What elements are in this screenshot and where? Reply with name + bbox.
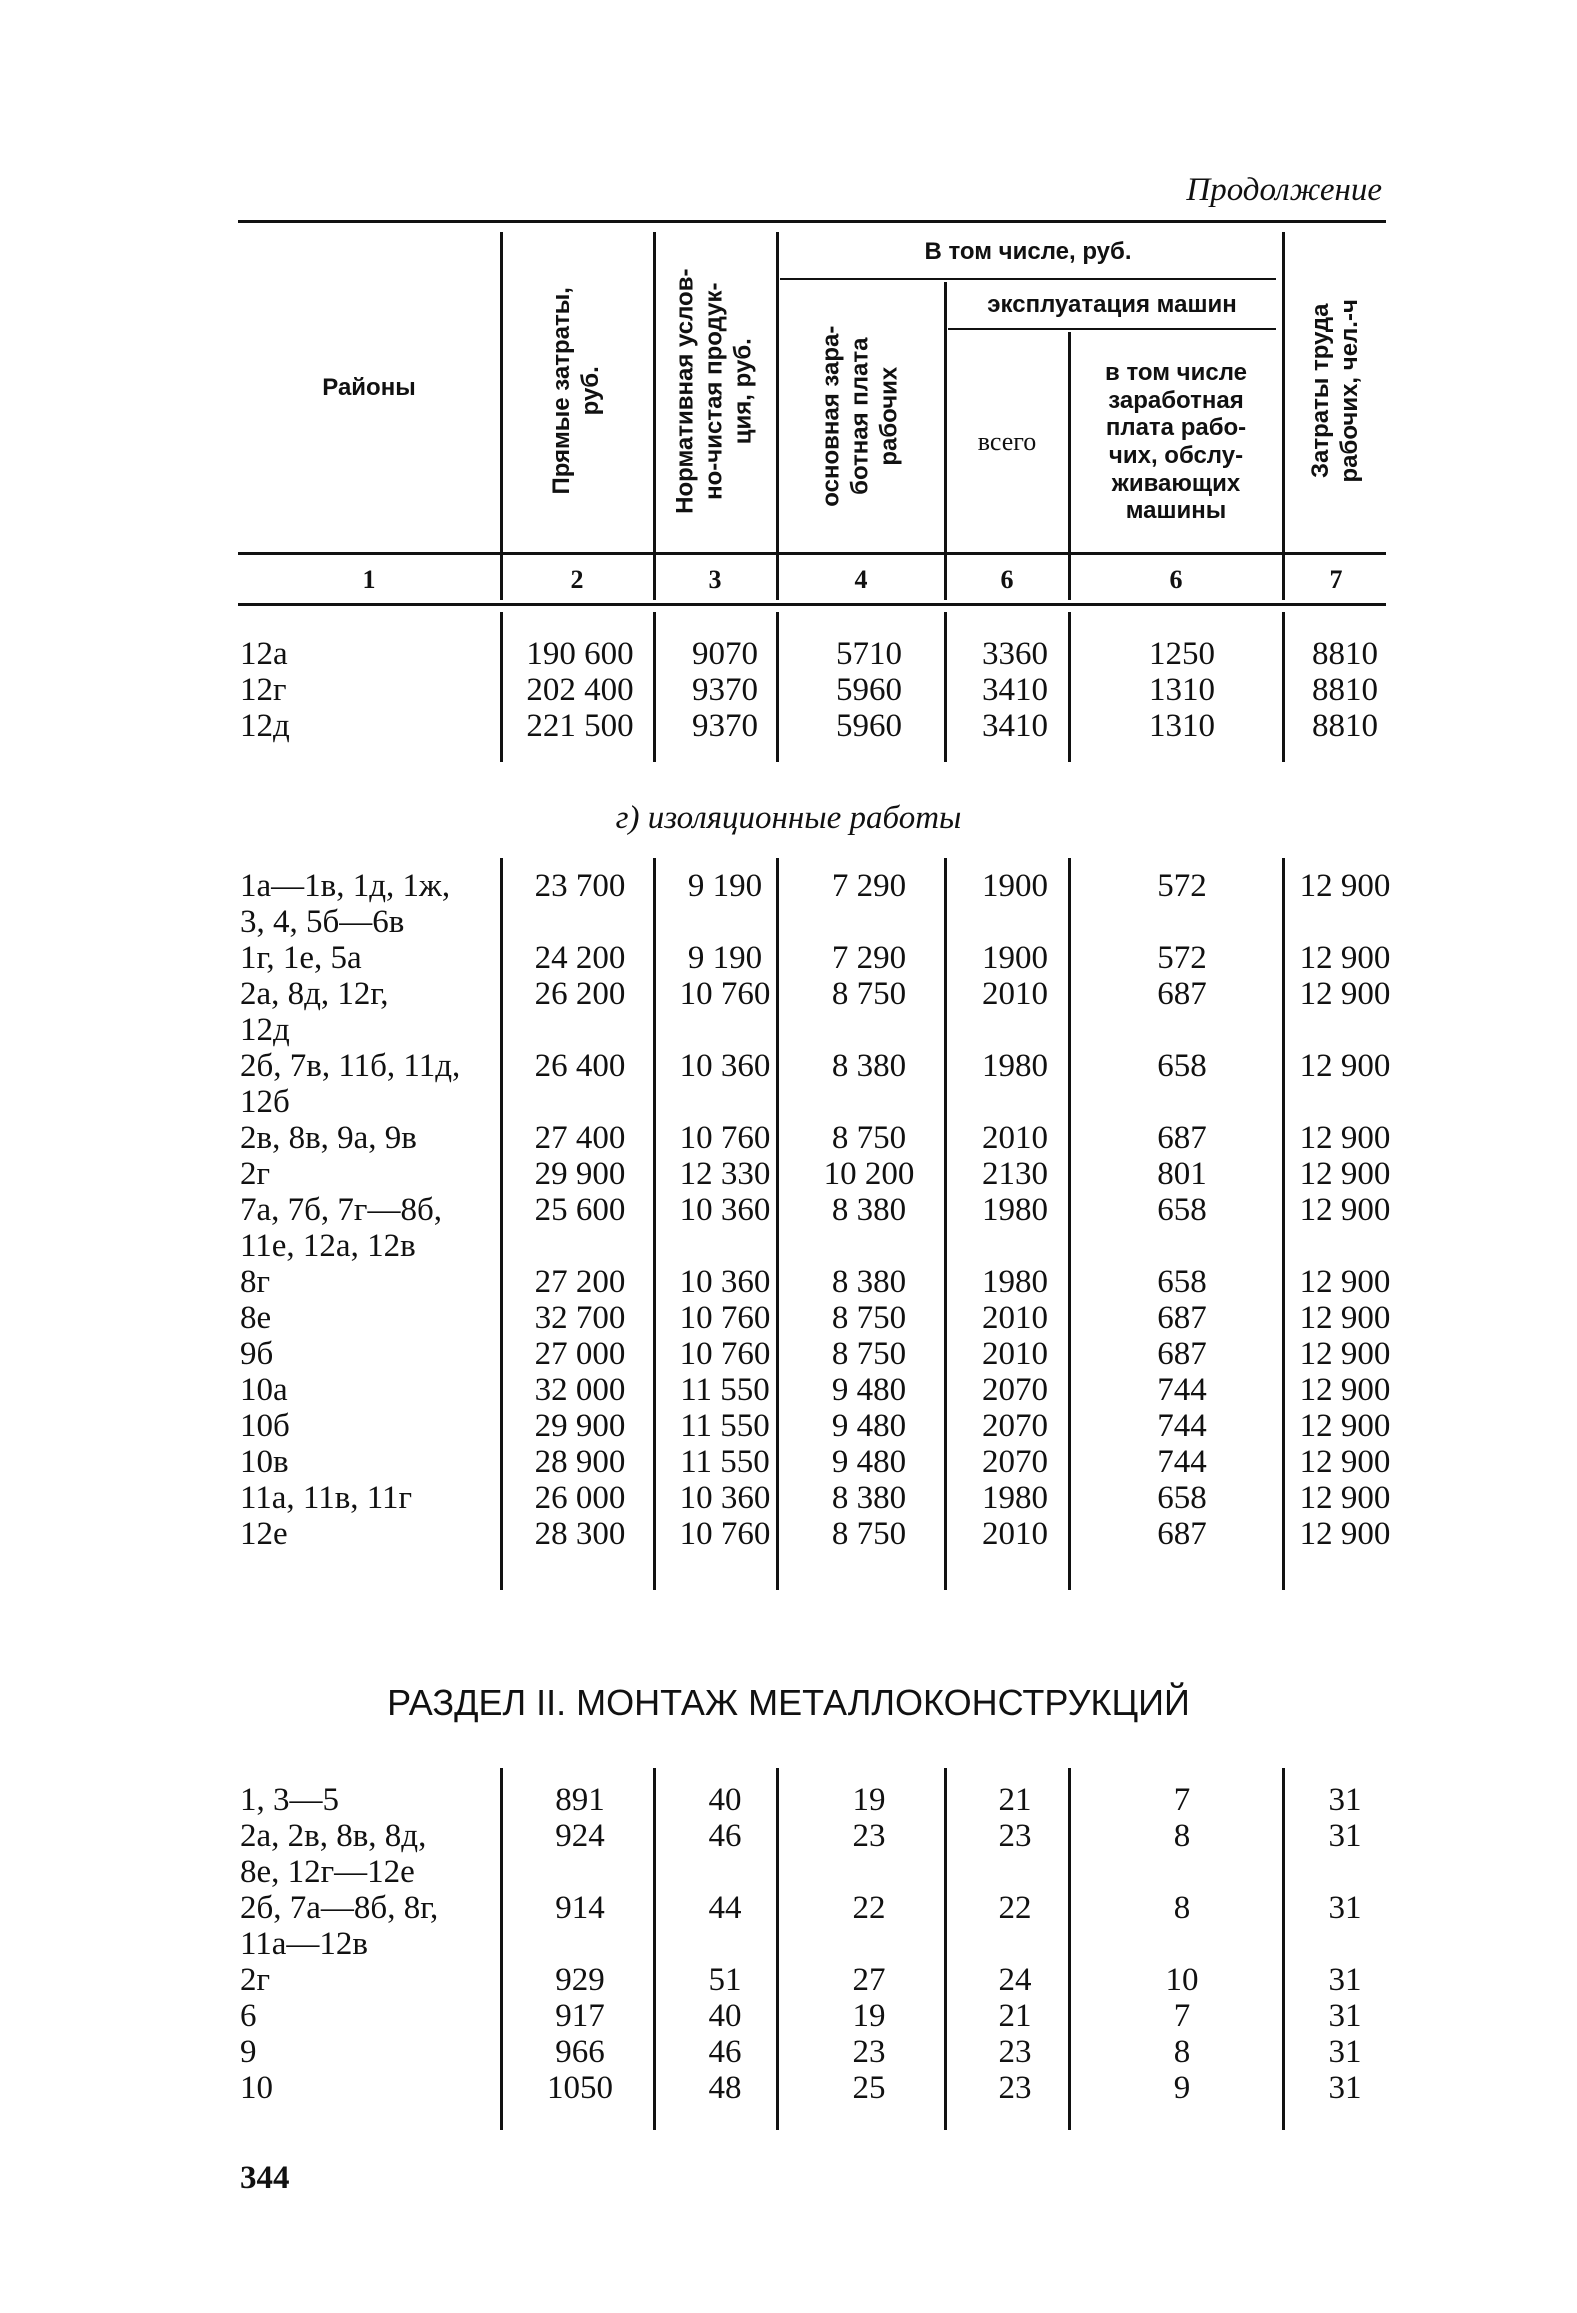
- body-divider: [1282, 858, 1285, 1590]
- district-cell: 10в: [240, 1444, 289, 1480]
- machine-total-cell: 21: [998, 1782, 1032, 1818]
- direct-costs-cell: 202 400: [526, 672, 634, 708]
- direct-costs-cell: 966: [555, 2034, 605, 2070]
- machine-total-cell: 23: [998, 2070, 1032, 2106]
- machine-wage-cell: 687: [1157, 976, 1207, 1012]
- direct-costs-cell: 924: [555, 1818, 605, 1854]
- district-cell: 1, 3—5: [240, 1782, 339, 1818]
- base-wage-cell: 8 380: [831, 1480, 907, 1516]
- machine-wage-cell: 687: [1157, 1300, 1207, 1336]
- labor-costs-cell: 12 900: [1299, 1444, 1391, 1480]
- direct-costs-cell: 221 500: [526, 708, 634, 744]
- column-number: 6: [1169, 565, 1183, 594]
- base-wage-label: основная зара- ботная плата рабочих: [817, 325, 903, 507]
- direct-costs-cell: 1050: [547, 2070, 613, 2106]
- labor-costs-cell: 12 900: [1299, 1120, 1391, 1156]
- normative-net-cell: 40: [708, 1782, 742, 1818]
- district-cell: 6: [240, 1998, 257, 2034]
- labor-costs-cell: 31: [1328, 1818, 1362, 1854]
- normative-net-cell: 11 550: [680, 1444, 770, 1480]
- direct-costs-cell: 26 000: [534, 1480, 626, 1516]
- labor-costs-cell: 12 900: [1299, 1336, 1391, 1372]
- header-divider: [944, 282, 947, 600]
- labor-costs-cell: 8810: [1312, 672, 1378, 708]
- header-bottom-rule: [238, 552, 1386, 555]
- district-cell: 2г: [240, 1962, 271, 1998]
- machine-total-cell: 1980: [982, 1480, 1048, 1516]
- labor-costs-cell: 8810: [1312, 708, 1378, 744]
- normative-net-cell: 9 190: [687, 868, 763, 904]
- direct-costs-cell: 891: [555, 1782, 605, 1818]
- direct-costs-cell: 29 900: [534, 1156, 626, 1192]
- machine-wage-cell: 687: [1157, 1516, 1207, 1552]
- machine-total-cell: 1980: [982, 1264, 1048, 1300]
- base-wage-cell: 25: [852, 2070, 886, 2106]
- labor-costs-cell: 12 900: [1299, 940, 1391, 976]
- base-wage-cell: 9 480: [831, 1444, 907, 1480]
- district-cell: 11а, 11в, 11г: [240, 1480, 413, 1516]
- base-wage-cell: 22: [852, 1890, 886, 1926]
- normative-net-cell: 9 190: [687, 940, 763, 976]
- normative-net-cell: 10 760: [679, 1516, 771, 1552]
- district-cell: 12а: [240, 636, 288, 672]
- normative-net-cell: 12 330: [679, 1156, 771, 1192]
- column-number: 7: [1329, 565, 1343, 594]
- labor-costs-cell: 12 900: [1299, 1408, 1391, 1444]
- base-wage-cell: 9 480: [831, 1372, 907, 1408]
- labor-costs-cell: 12 900: [1299, 976, 1391, 1012]
- district-cell: 1г, 1е, 5а: [240, 940, 362, 976]
- machine-wage-cell: 572: [1157, 868, 1207, 904]
- machine-total-cell: 2070: [982, 1408, 1048, 1444]
- machine-wage-cell: 1310: [1149, 708, 1215, 744]
- machine-total-cell: 3410: [982, 708, 1048, 744]
- machine-wage-cell: 7: [1173, 1998, 1191, 2034]
- district-cell: 12г: [240, 672, 287, 708]
- including-rule: [780, 278, 1276, 280]
- direct-costs-cell: 914: [555, 1890, 605, 1926]
- base-wage-header: [780, 282, 942, 550]
- machine-wage-cell: 8: [1173, 1818, 1191, 1854]
- machine-wage-cell: 1310: [1149, 672, 1215, 708]
- total-header: всего: [977, 427, 1037, 457]
- normative-net-cell: 10 360: [679, 1480, 771, 1516]
- labor-costs-cell: 8810: [1312, 636, 1378, 672]
- machine-operation-header: эксплуатация машин: [987, 291, 1237, 319]
- machine-total-cell: 2010: [982, 976, 1048, 1012]
- machine-wage-cell: 572: [1157, 940, 1207, 976]
- labor-costs-cell: 12 900: [1299, 1048, 1391, 1084]
- district-cell: 2б, 7в, 11б, 11д, 12б: [240, 1048, 461, 1120]
- base-wage-cell: 5960: [836, 708, 902, 744]
- page-number: 344: [240, 2160, 290, 2196]
- machine-wage-cell: 1250: [1149, 636, 1215, 672]
- base-wage-cell: 23: [852, 1818, 886, 1854]
- district-cell: 12д: [240, 708, 290, 744]
- district-cell: 2б, 7а—8б, 8г, 11а—12в: [240, 1890, 439, 1962]
- district-cell: 2г: [240, 1156, 271, 1192]
- header-divider: [776, 232, 779, 600]
- machine-total-cell: 2010: [982, 1516, 1048, 1552]
- normative-net-cell: 9070: [692, 636, 758, 672]
- machine-wage-cell: 801: [1157, 1156, 1207, 1192]
- labor-costs-cell: 31: [1328, 1890, 1362, 1926]
- machine-wage-cell: 687: [1157, 1120, 1207, 1156]
- column-number: 4: [854, 565, 868, 594]
- machine-total-cell: 2070: [982, 1444, 1048, 1480]
- colnum-bottom-rule: [238, 603, 1386, 606]
- direct-costs-cell: 24 200: [534, 940, 626, 976]
- district-cell: 2в, 8в, 9а, 9в: [240, 1120, 417, 1156]
- header-divider: [1068, 332, 1071, 600]
- normative-net-cell: 44: [708, 1890, 742, 1926]
- labor-costs-cell: 31: [1328, 1998, 1362, 2034]
- base-wage-cell: 19: [852, 1782, 886, 1818]
- machine-total-cell: 2070: [982, 1372, 1048, 1408]
- machine-total-cell: 2010: [982, 1120, 1048, 1156]
- district-cell: 12е: [240, 1516, 288, 1552]
- machine-wage-cell: 7: [1173, 1782, 1191, 1818]
- machine-total-cell: 21: [998, 1998, 1032, 2034]
- district-cell: 10а: [240, 1372, 288, 1408]
- labor-costs-cell: 12 900: [1299, 1480, 1391, 1516]
- labor-costs-cell: 12 900: [1299, 1264, 1391, 1300]
- direct-costs-cell: 28 900: [534, 1444, 626, 1480]
- section-title: РАЗДЕЛ II. МОНТАЖ МЕТАЛЛОКОНСТРУКЦИЙ: [387, 1682, 1190, 1723]
- header-divider: [500, 232, 503, 600]
- base-wage-cell: 23: [852, 2034, 886, 2070]
- labor-costs-cell: 12 900: [1299, 1192, 1391, 1228]
- base-wage-cell: 7 290: [831, 940, 907, 976]
- direct-costs-cell: 929: [555, 1962, 605, 1998]
- labor-costs-cell: 31: [1328, 2034, 1362, 2070]
- body-divider: [1282, 1768, 1285, 2130]
- district-cell: 2а, 8д, 12г, 12д: [240, 976, 389, 1048]
- labor-costs-label: Затраты труда рабочих, чел.-ч: [1307, 299, 1364, 483]
- machine-wage-cell: 744: [1157, 1372, 1207, 1408]
- direct-costs-cell: 27 400: [534, 1120, 626, 1156]
- direct-costs-cell: 26 200: [534, 976, 626, 1012]
- normative-net-cell: 46: [708, 2034, 742, 2070]
- direct-costs-cell: 917: [555, 1998, 605, 2034]
- district-cell: 9б: [240, 1336, 274, 1372]
- normative-net-cell: 10 760: [679, 1336, 771, 1372]
- labor-costs-cell: 12 900: [1299, 1372, 1391, 1408]
- base-wage-cell: 8 380: [831, 1048, 907, 1084]
- direct-costs-cell: 29 900: [534, 1408, 626, 1444]
- continuation-label: Продолжение: [1186, 172, 1382, 208]
- base-wage-cell: 8 750: [831, 1300, 907, 1336]
- district-cell: 8е: [240, 1300, 272, 1336]
- base-wage-cell: 8 380: [831, 1192, 907, 1228]
- base-wage-cell: 9 480: [831, 1408, 907, 1444]
- machine-wage-cell: 658: [1157, 1264, 1207, 1300]
- base-wage-cell: 8 750: [831, 976, 907, 1012]
- normative-net-cell: 40: [708, 1998, 742, 2034]
- machine-wage-cell: 687: [1157, 1336, 1207, 1372]
- machine-wage-cell: 744: [1157, 1444, 1207, 1480]
- machine-wage-cell: 658: [1157, 1480, 1207, 1516]
- labor-costs-cell: 12 900: [1299, 1516, 1391, 1552]
- direct-costs-label: Прямые затраты, руб.: [548, 287, 605, 495]
- header-divider: [1282, 232, 1285, 600]
- normative-net-cell: 10 360: [679, 1048, 771, 1084]
- base-wage-cell: 5710: [836, 636, 902, 672]
- base-wage-cell: 19: [852, 1998, 886, 2034]
- direct-costs-cell: 26 400: [534, 1048, 626, 1084]
- labor-costs-header: [1286, 232, 1386, 550]
- labor-costs-cell: 31: [1328, 1962, 1362, 1998]
- machine-total-cell: 2010: [982, 1336, 1048, 1372]
- machine-total-cell: 23: [998, 2034, 1032, 2070]
- district-cell: 8г: [240, 1264, 271, 1300]
- direct-costs-cell: 27 000: [534, 1336, 626, 1372]
- machine-total-cell: 3410: [982, 672, 1048, 708]
- machine-total-cell: 23: [998, 1818, 1032, 1854]
- machine-total-cell: 22: [998, 1890, 1032, 1926]
- base-wage-cell: 8 750: [831, 1516, 907, 1552]
- machine-total-cell: 24: [998, 1962, 1032, 1998]
- direct-costs-cell: 25 600: [534, 1192, 626, 1228]
- column-number: 2: [570, 565, 584, 594]
- machine-wage-cell: 744: [1157, 1408, 1207, 1444]
- normative-net-cell: 46: [708, 1818, 742, 1854]
- direct-costs-header: [504, 232, 650, 550]
- column-number: 6: [1000, 565, 1014, 594]
- base-wage-cell: 7 290: [831, 868, 907, 904]
- normative-net-cell: 48: [708, 2070, 742, 2106]
- machine-total-cell: 2010: [982, 1300, 1048, 1336]
- normative-net-cell: 9370: [692, 672, 758, 708]
- machines-rule: [948, 328, 1276, 330]
- district-cell: 10: [240, 2070, 273, 2106]
- direct-costs-cell: 32 000: [534, 1372, 626, 1408]
- normative-net-cell: 10 760: [679, 1300, 771, 1336]
- normative-net-header: [657, 232, 773, 550]
- base-wage-cell: 5960: [836, 672, 902, 708]
- direct-costs-cell: 28 300: [534, 1516, 626, 1552]
- column-number: 3: [708, 565, 722, 594]
- base-wage-cell: 27: [852, 1962, 886, 1998]
- normative-net-cell: 10 360: [679, 1192, 771, 1228]
- normative-net-cell: 11 550: [680, 1372, 770, 1408]
- district-cell: 2а, 2в, 8в, 8д, 8е, 12г—12е: [240, 1818, 427, 1890]
- body-divider: [1282, 612, 1285, 762]
- including-header: В том числе, руб.: [924, 238, 1132, 266]
- machine-wage-cell: 8: [1173, 2034, 1191, 2070]
- machine-total-cell: 3360: [982, 636, 1048, 672]
- machine-total-cell: 2130: [982, 1156, 1048, 1192]
- machine-total-cell: 1980: [982, 1192, 1048, 1228]
- district-cell: 9: [240, 2034, 257, 2070]
- base-wage-cell: 10 200: [823, 1156, 915, 1192]
- normative-net-cell: 9370: [692, 708, 758, 744]
- normative-net-cell: 10 760: [679, 976, 771, 1012]
- districts-header: Районы: [322, 373, 416, 401]
- labor-costs-cell: 12 900: [1299, 868, 1391, 904]
- normative-net-label: Нормативная услов- но-чистая продук- ция, руб.: [671, 268, 757, 514]
- direct-costs-cell: 27 200: [534, 1264, 626, 1300]
- section-subtitle: г) изоляционные работы: [615, 800, 962, 836]
- district-cell: 1а—1в, 1д, 1ж, 3, 4, 5б—6в: [240, 868, 451, 940]
- labor-costs-cell: 31: [1328, 1782, 1362, 1818]
- labor-costs-cell: 12 900: [1299, 1156, 1391, 1192]
- direct-costs-cell: 23 700: [534, 868, 626, 904]
- base-wage-cell: 8 750: [831, 1336, 907, 1372]
- labor-costs-cell: 31: [1328, 2070, 1362, 2106]
- direct-costs-cell: 32 700: [534, 1300, 626, 1336]
- direct-costs-cell: 190 600: [526, 636, 634, 672]
- including-wage-header: в том числе заработная плата рабо- чих, обслу- живающих машины: [1105, 359, 1247, 525]
- machine-wage-cell: 658: [1157, 1048, 1207, 1084]
- machine-total-cell: 1980: [982, 1048, 1048, 1084]
- normative-net-cell: 51: [708, 1962, 742, 1998]
- district-cell: 10б: [240, 1408, 290, 1444]
- machine-wage-cell: 10: [1165, 1962, 1199, 1998]
- machine-wage-cell: 9: [1173, 2070, 1191, 2106]
- machine-wage-cell: 658: [1157, 1192, 1207, 1228]
- machine-total-cell: 1900: [982, 940, 1048, 976]
- normative-net-cell: 10 760: [679, 1120, 771, 1156]
- labor-costs-cell: 12 900: [1299, 1300, 1391, 1336]
- machine-total-cell: 1900: [982, 868, 1048, 904]
- header-divider: [653, 232, 656, 600]
- normative-net-cell: 11 550: [680, 1408, 770, 1444]
- machine-wage-cell: 8: [1173, 1890, 1191, 1926]
- base-wage-cell: 8 380: [831, 1264, 907, 1300]
- normative-net-cell: 10 360: [679, 1264, 771, 1300]
- district-cell: 7а, 7б, 7г—8б, 11е, 12а, 12в: [240, 1192, 443, 1264]
- base-wage-cell: 8 750: [831, 1120, 907, 1156]
- column-number: 1: [362, 565, 376, 594]
